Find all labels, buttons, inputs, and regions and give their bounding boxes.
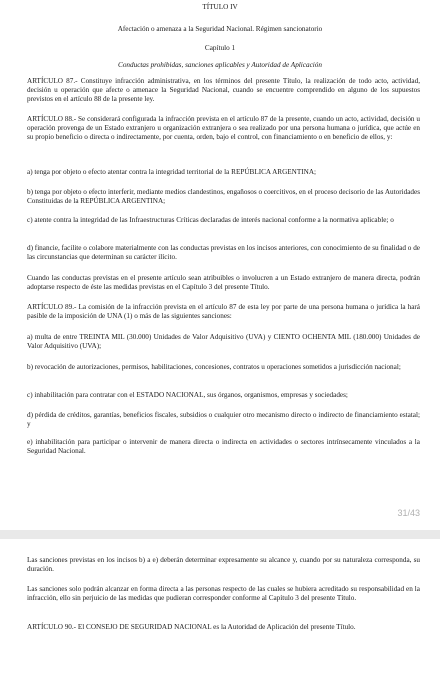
sanctions-responsibility-paragraph: Las sanciones solo podrán alcanzar en forma directa a las personas respecto de las cuales se hubiera acreditado su responsabilidad en la infracción, ello sin perjuicio de las medidas que pudieran corresponder conforme al Capítulo 3 del presente Título. (27, 585, 420, 603)
title-subtitle: Afectación o amenaza a la Seguridad Nacional. Régimen sancionatorio (117, 25, 323, 33)
article-89-item-a: a) multa de entre TREINTA MIL (30.000) Unidades de Valor Adquisitivo (UVA) y CIENTO OCHENTA MIL (180.000) Unidades de Valor Adquisitivo (UVA); (27, 333, 420, 351)
chapter-subtitle: Conductas prohibidas, sanciones aplicables y Autoridad de Aplicación (118, 61, 322, 69)
article-90: ARTÍCULO 90.- El CONSEJO DE SEGURIDAD NACIONAL es la Autoridad de Aplicación del presente Título. (27, 623, 356, 631)
article-88-closing: Cuando las conductas previstas en el presente artículo sean atribuibles o involucren a un Estado extranjero de manera directa, podrán adoptarse respecto de éste las medidas previstas en el Capítulo 3 del presente Título. (27, 274, 420, 292)
article-87: ARTÍCULO 87.- Constituye infracción administrativa, en los términos del presente Título, la realización de todo acto, actividad, decisión u operación que afecte o amenace la Seguridad Nacional, cuando se encuentre comprendido en alguno de los supuestos previstos en el artículo 88 de la presente ley. (27, 77, 420, 104)
article-88: ARTÍCULO 88.- Se considerará configurada la infracción prevista en el artículo 87 de la presente, cuando un acto, actividad, decisión u operación provenga de un Estado extranjero u organización extranjera o sea realizado por una persona humana o jurídica, que actúe en su propio beneficio o directa o indirectamente, por cuenta, orden, bajo el control, con financiamiento o en beneficio de ellos, y: (27, 115, 420, 142)
article-88-item-d: d) financie, facilite o colabore materialmente con las conductas previstas en los incisos anteriores, con conocimiento de su finalidad o de las circunstancias que determinan su carácter ilícito. (27, 244, 420, 262)
article-88-item-b: b) tenga por objeto o efecto interferir, mediante medios clandestinos, engañosos o coercitivos, en el proceso decisorio de las Autoridades Constituidas de la REPÚBLICA ARGENTINA; (27, 188, 420, 206)
article-89: ARTÍCULO 89.- La comisión de la infracción prevista en el artículo 87 de esta ley por parte de una persona humana o jurídica la hará pasible de la imposición de UNA (1) o más de las siguientes sanciones: (27, 303, 420, 321)
article-89-item-e: e) inhabilitación para participar o intervenir de manera directa o indirecta en actividades o sectores intrínsecamente vinculados a la Seguridad Nacional. (27, 438, 420, 456)
article-88-item-c: c) atente contra la integridad de las Infraestructuras Críticas declaradas de interés nacional conforme a la normativa aplicable; o (27, 216, 394, 224)
article-89-item-d: d) pérdida de créditos, garantías, beneficios fiscales, subsidios o cualquier otro mecanismo directo o indirecto de financiamiento estatal; y (27, 411, 420, 429)
article-89-item-c: c) inhabilitación para contratar con el ESTADO NACIONAL, sus órganos, organismos, empresas y sociedades; (27, 391, 348, 399)
page-number: 31/43 (397, 508, 420, 518)
chapter-heading: Capítulo 1 (204, 44, 236, 52)
document-page-32 (0, 539, 440, 673)
page-separator (0, 530, 440, 539)
article-88-item-a: a) tenga por objeto o efecto atentar contra la integridad territorial de la REPÚBLICA ARGENTINA; (27, 168, 317, 176)
title-heading: TÍTULO IV (202, 3, 238, 11)
sanctions-scope-paragraph: Las sanciones previstas en los incisos b) a e) deberán determinar expresamente su alcance y, cuando por su naturaleza corresponda, su duración. (27, 556, 420, 574)
article-89-item-b: b) revocación de autorizaciones, permisos, habilitaciones, concesiones, contratos u operaciones sometidos a jurisdicción nacional; (27, 363, 401, 371)
